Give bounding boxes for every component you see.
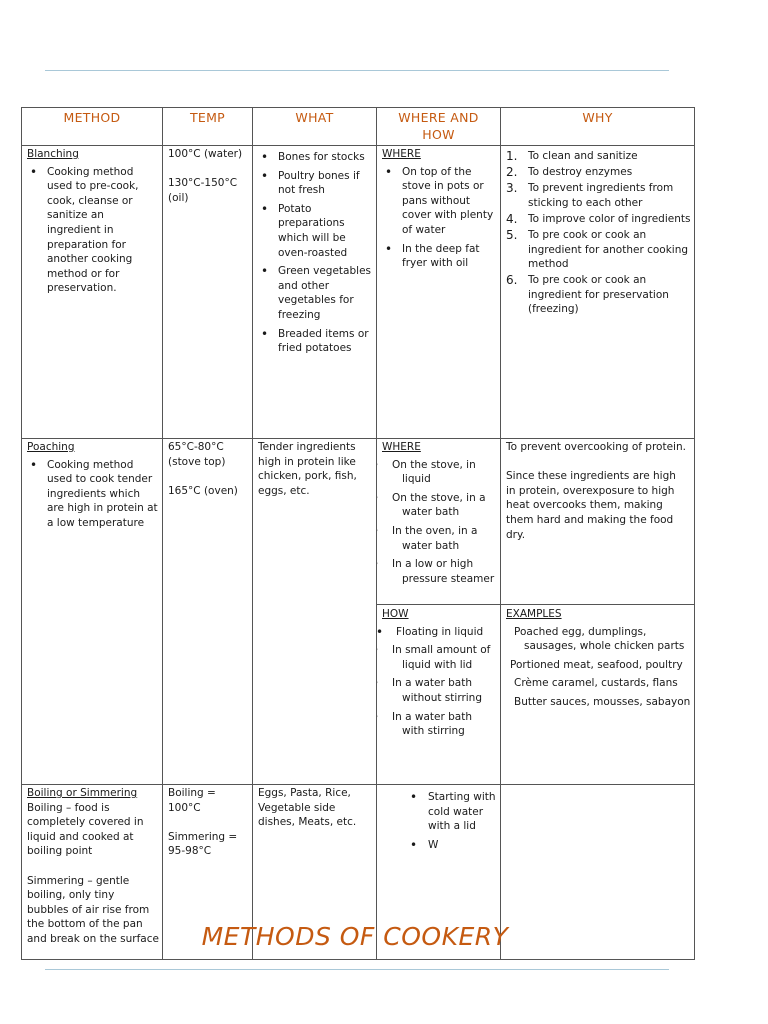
blanching-temp-oil: 130°C-150°C (oil) [168,177,238,204]
list-item: • In the deep fat fryer with oil [402,242,497,271]
header-method: METHOD [22,108,163,146]
poaching-temp-stove: 65°C-80°C (stove top) [168,441,226,468]
list-item: • Breaded items or fried potatoes [278,327,373,356]
boiling-how-list [382,790,497,852]
blanching-where-cell [377,146,501,439]
list-item: • Poached egg, dumplings, sausages, whole chicken parts [510,625,691,654]
methods-table [21,107,695,960]
blanching-where-list [382,165,497,271]
blanching-temp-water: 100°C (water) [168,148,243,160]
list-item: • In a water bath without stirring [392,676,497,705]
poaching-examples-list [506,625,691,710]
list-item: • In small amount of liquid with lid [392,643,497,672]
list-text: To pre cook or cook an ingredient for preservation (freezing) [528,274,669,316]
list-item: • Butter sauces, mousses, sabayon [510,695,691,710]
poaching-method-cell [22,439,163,785]
poaching-temp-cell [163,439,253,785]
boiling-method-name: Boiling or Simmering [27,787,138,799]
list-item [506,149,691,164]
list-item: • Cooking method used to cook tender ingredients which are high in protein at a low temperature [47,458,159,531]
list-number: 1. [506,149,518,163]
poaching-how-list [382,625,497,739]
list-item: • In the oven, in a water bath [392,524,497,553]
poaching-why-cell [501,439,695,785]
blanching-temp-cell [163,146,253,439]
list-item: • Starting with cold water with a lid [428,790,497,834]
blanching-method-cell [22,146,163,439]
blanching-where-label: WHERE [382,148,421,160]
poaching-why-2: Since these ingredients are high in protein, overexposure to high heat overcooks them, making them hard and making the food dry. [506,470,676,541]
list-item: • In a low or high pressure steamer [392,557,497,586]
boiling-what: Eggs, Pasta, Rice, Vegetable side dishes, Meats, etc. [258,787,357,829]
blanching-why-cell [501,146,695,439]
list-item: • Portioned meat, seafood, poultry [510,658,691,673]
poaching-what-cell [253,439,377,785]
page-title: METHODS OF COOKERY [201,922,509,951]
list-item: • Potato preparations which will be oven-roasted [278,202,373,260]
blanching-what-list [258,150,373,356]
list-item [506,227,691,272]
header-where-how: WHERE AND HOW [377,108,501,146]
blanching-method-list [27,165,159,296]
table-row-blanching [22,146,695,439]
bottom-rule [45,969,669,970]
list-item: • On the stove, in liquid [392,458,497,487]
list-text: To clean and sanitize [528,150,638,162]
poaching-where-how-cell [377,439,501,785]
list-number: 6. [506,273,518,288]
list-item: • W [428,838,497,853]
poaching-where-label: WHERE [382,441,421,453]
poaching-examples-section [501,604,694,710]
list-text: To prevent ingredients from sticking to each other [528,182,674,209]
top-rule [45,70,669,71]
list-item [506,181,691,210]
list-item: • Bones for stocks [278,150,373,165]
blanching-what-cell [253,146,377,439]
boiling-temp: Boiling = 100°C [168,787,216,814]
table-row-poaching [22,439,695,785]
list-item: • Green vegetables and other vegetables for freezing [278,264,373,322]
poaching-method-name: Poaching [27,441,75,453]
list-item: • Crème caramel, custards, flans [510,676,691,691]
list-number: 5. [506,227,518,242]
list-item: • In a water bath with stirring [392,710,497,739]
list-number: 2. [506,165,518,180]
list-text: To destroy enzymes [528,166,633,179]
poaching-how-section [377,604,500,739]
blanching-why-list [506,149,691,317]
list-item [506,165,691,180]
list-item: • Poultry bones if not fresh [278,169,373,198]
list-item [506,273,691,317]
poaching-why-1: To prevent overcooking of protein. [506,441,686,453]
list-item: • Floating in liquid [392,625,497,640]
header-temp: TEMP [163,108,253,146]
list-text: To improve color of ingredients [528,212,691,225]
header-what: WHAT [253,108,377,146]
list-number: 3. [506,181,518,196]
poaching-how-label: HOW [382,608,409,620]
poaching-examples-label: EXAMPLES [506,608,562,620]
list-item [506,211,691,227]
poaching-what: Tender ingredients high in protein like chicken, pork, fish, eggs, etc. [258,441,357,497]
header-why: WHY [501,108,695,146]
simmering-desc: Simmering – gentle boiling, only tiny bubbles of air rise from the bottom of the pan and break on the surface [27,874,159,945]
blanching-method-name: Blanching [27,148,79,160]
header-row [22,108,695,146]
list-number: 4. [506,211,518,226]
list-text: To pre cook or cook an ingredient for another cooking method [528,228,689,271]
boiling-desc: Boiling – food is completely covered in liquid and cooked at boiling point [27,801,144,858]
list-item: • Cooking method used to pre-cook, cook, cleanse or sanitize an ingredient in preparation for another cooking method or for preservation. [47,165,159,296]
list-item: • On top of the stove in pots or pans without cover with plenty of water [402,165,497,238]
poaching-method-list [27,458,159,531]
simmering-temp: Simmering = 95-98°C [168,830,238,858]
poaching-where-list [382,458,497,587]
poaching-temp-oven: 165°C (oven) [168,484,238,497]
list-item: • On the stove, in a water bath [392,491,497,520]
